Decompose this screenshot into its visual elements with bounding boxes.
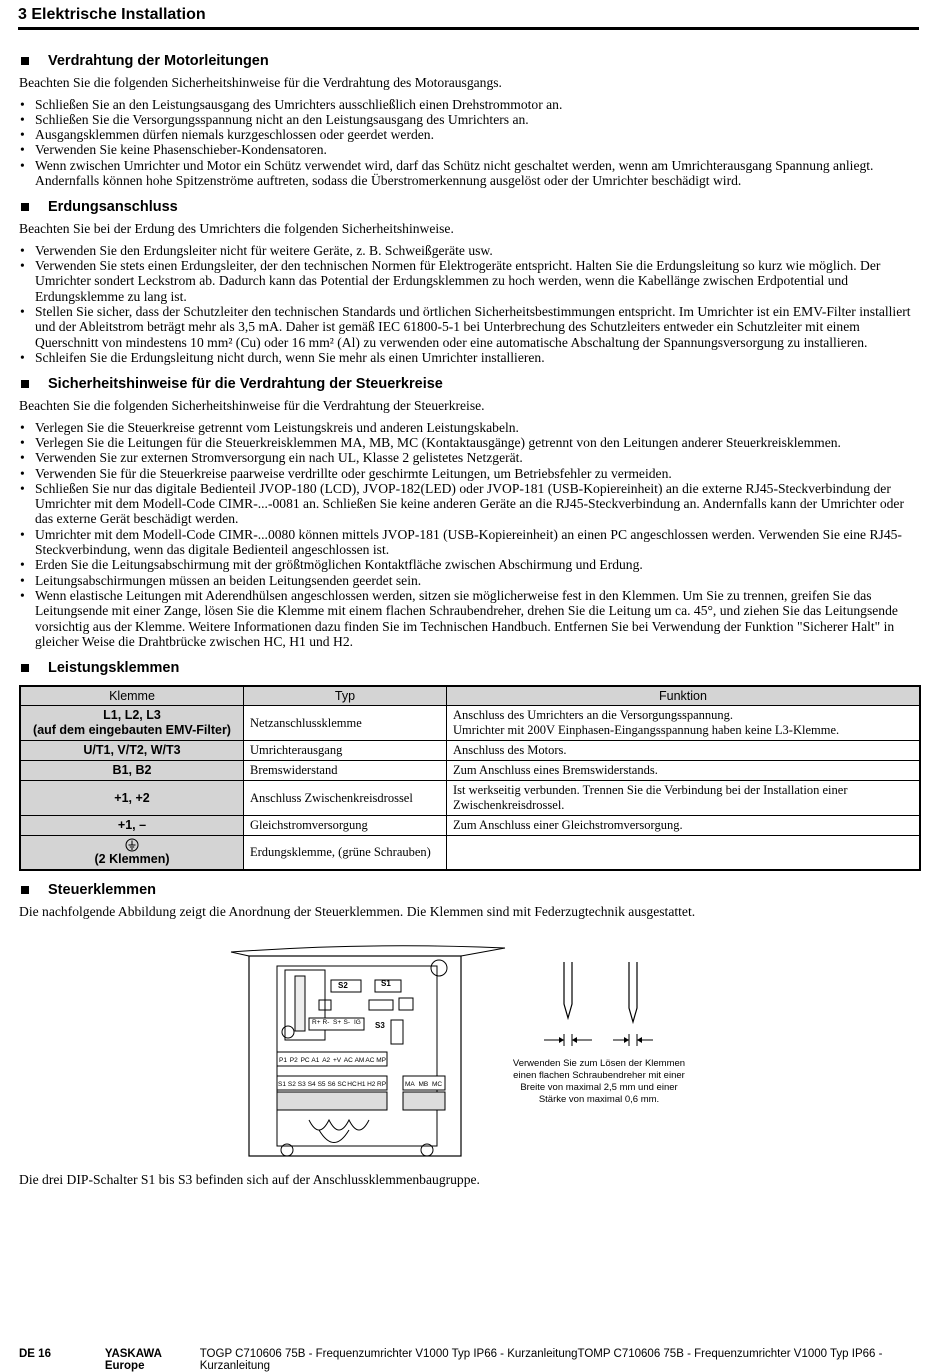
terminal-row-mid <box>279 1057 386 1064</box>
terminal-cell: (2 Klemmen) <box>20 836 244 871</box>
terminal-row-relay <box>405 1081 442 1088</box>
terminal-row-top <box>312 1019 361 1026</box>
function-cell: Anschluss des Umrichters an die Versorgungsspannung. Umrichter mit 200V Einphasen-Eingangsspannung haben keine L3-Klemme. <box>447 706 921 741</box>
dip-switch-note: Die drei DIP-Schalter S1 bis S3 befinden sich auf der Anschlussklemmenbaugruppe. <box>19 1171 480 1187</box>
control-terminal-figure <box>19 940 921 1160</box>
terminal-label: MP <box>376 1056 386 1064</box>
svg-text:einen flachen Schraubendreher: einen flachen Schraubendreher mit einer <box>513 1069 685 1081</box>
terminal-label: R- <box>322 1018 330 1026</box>
terminal-label: AC <box>365 1056 375 1064</box>
function-cell: Zum Anschluss eines Bremswiderstands. <box>447 761 921 781</box>
terminal-cell: +1, +2 <box>20 781 244 816</box>
table-row <box>20 816 920 836</box>
table-row <box>20 836 920 871</box>
terminal-label: S2 <box>287 1080 296 1088</box>
list-item: • Umrichter mit dem Modell-Code CIMR-...0080 können mittels JVOP-181 (USB-Kopiereinheit) an einen PC angeschlossen werden. Verwenden Sie eine RJ45-Steckverbindung, wenn das digitale Bedienteil angeschlossen ist. <box>19 527 921 558</box>
section-control-heading <box>19 375 921 393</box>
list-item: • Verwenden Sie stets einen Erdungsleiter, der den technischen Normen für Elektrogeräte entspricht. Halten Sie die Erdungsleitung so kurz wie möglich. Der Umrichter sondert Leckstrom ab. Dadurch kann das Potential der Erdungsklemmen zu hoch werden, wenn die Kabellänge zwischen Erdpotential und Erdungsklemme zu lang ist. <box>19 258 921 304</box>
terminal-label: AC <box>343 1056 353 1064</box>
page-number: DE 16 <box>19 1348 51 1360</box>
svg-text:Stärke von maximal 0,6 mm.: Stärke von maximal 0,6 mm. <box>538 1093 660 1105</box>
section-power-heading <box>19 659 921 677</box>
ground-symbol-icon <box>125 838 139 852</box>
type-cell: Bremswiderstand <box>244 761 447 781</box>
footer-document-title: TOGP C710606 75B - Frequenzumrichter V1000 Typ IP66 - KurzanleitungTOMP C710606 75B - Frequenzumrichter V1000 Typ IP66 - Kurzanleitung <box>199 1348 883 1372</box>
type-cell: Erdungsklemme, (grüne Schrauben) <box>244 836 447 871</box>
section-power-title: Leistungsklemmen <box>48 660 180 677</box>
svg-text:Verwenden Sie zum Lösen der Kl: Verwenden Sie zum Lösen der Klemmen <box>512 1057 686 1069</box>
svg-text:Breite von maximal 2,5 mm und: Breite von maximal 2,5 mm und einer <box>520 1081 678 1093</box>
section-ground-title: Erdungsanschluss <box>48 199 178 216</box>
square-bullet-icon <box>21 886 29 894</box>
type-cell: Gleichstromversorgung <box>244 816 447 836</box>
terminal-label: A2 <box>322 1056 331 1064</box>
table-row <box>20 741 920 761</box>
function-cell: Anschluss des Motors. <box>447 741 921 761</box>
terminal-label: PC <box>300 1056 310 1064</box>
section-ctrl-terminals-intro: Die nachfolgende Abbildung zeigt die Anordnung der Steuerklemmen. Die Klemmen sind mit Federzugtechnik ausgestattet. <box>19 904 696 920</box>
terminal-cell: L1, L2, L3 (auf dem eingebauten EMV-Filter) <box>20 706 244 741</box>
terminal-label: H2 <box>367 1080 376 1088</box>
section-motor-title: Verdrahtung der Motorleitungen <box>48 53 269 69</box>
terminal-label: S4 <box>307 1080 316 1088</box>
terminal-label: MC <box>432 1080 443 1088</box>
section-ctrl-terminals-heading <box>19 881 921 899</box>
terminal-label: R+ <box>312 1018 321 1026</box>
column-header: Funktion <box>447 686 921 706</box>
terminal-label: SC <box>337 1080 347 1088</box>
terminal-board-diagram <box>19 940 921 1160</box>
terminal-label: P2 <box>289 1056 298 1064</box>
power-terminal-table <box>19 685 921 871</box>
page-content <box>19 52 921 1193</box>
type-cell: Netzanschlussklemme <box>244 706 447 741</box>
list-item: • Verwenden Sie den Erdungsleiter nicht für weitere Geräte, z. B. Schweißgeräte usw. <box>19 243 921 258</box>
list-item: • Stellen Sie sicher, dass der Schutzleiter den technischen Standards und örtlichen Sicherheitsbestimmungen entspricht. Im Umrichter ist ein EMV-Filter installiert und der Ableitstrom beträgt mehr als 3,5 mA. Daher ist gemäß IEC 61800-5-1 bei Unterbrechung des Schutzleiters entweder ein Schutzleiter mit einem Querschnitt von mindestens 10 mm² (Cu) oder 16 mm² (Al) zu verwenden oder eine automatische Abschaltung der Spannungsversorgung zu installieren. <box>19 304 921 350</box>
terminal-cell: +1, – <box>20 816 244 836</box>
dip-switch-label: S3 <box>375 1020 385 1030</box>
table-row <box>20 706 920 741</box>
terminal-label: S+ <box>333 1018 342 1026</box>
function-cell <box>447 836 921 871</box>
list-item: • Verwenden Sie keine Phasenschieber-Kondensatoren. <box>19 142 921 157</box>
section-ground-intro: Beachten Sie bei der Erdung des Umrichters die folgenden Sicherheitshinweise. <box>19 221 454 237</box>
terminal-label: S3 <box>297 1080 306 1088</box>
list-item: • Wenn zwischen Umrichter und Motor ein Schütz verwendet wird, darf das Schütz nicht geschaltet werden, wenn am Umrichterausgang Spannung anliegt. Andernfalls können hohe Spitzenströme auftreten, sodass die Überstromerkennung ausgelöst oder der Umrichter beschädigt wird. <box>19 158 921 189</box>
terminal-label: P1 <box>279 1056 287 1064</box>
list-item: • Verwenden Sie für die Steuerkreise paarweise verdrillte oder geschirmte Leitungen, um Betriebsfehler zu vermeiden. <box>19 466 921 481</box>
list-item: • Schließen Sie die Versorgungsspannung nicht an den Leistungsausgang des Umrichters an. <box>19 112 921 127</box>
terminal-cell: B1, B2 <box>20 761 244 781</box>
list-item: • Schließen Sie an den Leistungsausgang des Umrichters ausschließlich einen Drehstrommotor an. <box>19 97 921 112</box>
terminal-label: S- <box>343 1018 350 1026</box>
terminal-label: S6 <box>327 1080 336 1088</box>
table-row <box>20 761 920 781</box>
terminal-label: S5 <box>317 1080 326 1088</box>
list-item: • Ausgangsklemmen dürfen niemals kurzgeschlossen oder geerdet werden. <box>19 127 921 142</box>
terminal-cell: U/T1, V/T2, W/T3 <box>20 741 244 761</box>
section-ctrl-terminals-title: Steuerklemmen <box>48 882 156 899</box>
ground-list <box>19 243 921 365</box>
function-cell: Ist werkseitig verbunden. Trennen Sie die Verbindung bei der Installation einer Zwischenkreisdrossel. <box>447 781 921 816</box>
terminal-label: H1 <box>357 1080 366 1088</box>
square-bullet-icon <box>21 57 29 65</box>
terminal-label: RP <box>377 1080 387 1088</box>
list-item: • Verwenden Sie zur externen Stromversorgung ein nach UL, Klasse 2 gelistetes Netzgerät. <box>19 450 921 465</box>
table-row <box>20 781 920 816</box>
terminal-label: MB <box>418 1080 429 1088</box>
column-header: Klemme <box>20 686 244 706</box>
list-item: • Erden Sie die Leitungsabschirmung mit der größtmöglichen Kontaktfläche zwischen Abschirmung und Erdung. <box>19 557 921 572</box>
control-list <box>19 420 921 649</box>
square-bullet-icon <box>21 380 29 388</box>
terminal-label: HC <box>347 1080 357 1088</box>
section-motor-intro: Beachten Sie die folgenden Sicherheitshinweise für die Verdrahtung des Motorausgangs. <box>19 75 502 90</box>
terminal-label: A1 <box>311 1056 320 1064</box>
chapter-title: 3 Elektrische Installation <box>18 6 206 23</box>
chapter-header <box>18 5 919 30</box>
section-control-intro: Beachten Sie die folgenden Sicherheitshinweise für die Verdrahtung der Steuerkreise. <box>19 398 485 414</box>
list-item: • Verlegen Sie die Steuerkreise getrennt vom Leistungskreis und anderen Leistungskabeln. <box>19 420 921 435</box>
screwdriver-illustration <box>544 962 653 1046</box>
list-item: • Schließen Sie nur das digitale Bedienteil JVOP-180 (LCD), JVOP-182(LED) oder JVOP-181 (USB-Kopiereinheit) an die externe RJ45-Steckverbindung der Umrichter mit dem Modell-Code CIMR-...-0081 an. Schließen Sie keine anderen Geräte an die RJ45-Steckverbindung an. Andernfalls kann der Umrichter oder das externe Gerät beschädigt werden. <box>19 481 921 527</box>
square-bullet-icon <box>21 664 29 672</box>
terminal-label: +V <box>333 1056 342 1064</box>
square-bullet-icon <box>21 203 29 211</box>
function-cell: Zum Anschluss einer Gleichstromversorgung. <box>447 816 921 836</box>
terminal-row-bottom <box>278 1081 386 1088</box>
column-header: Typ <box>244 686 447 706</box>
terminal-label: AM <box>354 1056 365 1064</box>
page-footer <box>19 1348 921 1372</box>
list-item: • Leitungsabschirmungen müssen an beiden Leitungsenden geerdet sein. <box>19 573 921 588</box>
dip-switch-label: S1 <box>381 978 391 988</box>
dip-switch-label: S2 <box>338 980 348 990</box>
section-control-title: Sicherheitshinweise für die Verdrahtung der Steuerkreise <box>48 376 443 393</box>
type-cell: Anschluss Zwischenkreisdrossel <box>244 781 447 816</box>
terminal-label: IG <box>354 1018 361 1026</box>
terminal-label: MA <box>405 1080 415 1088</box>
type-cell: Umrichterausgang <box>244 741 447 761</box>
table-header-row <box>20 686 920 706</box>
list-item: • Wenn elastische Leitungen mit Aderendhülsen angeschlossen werden, sitzen sie möglicherweise fest in den Klemmen. Um Sie zu trennen, greifen Sie das Leitungsende mit einer Zange, lösen Sie die Klemme mit einem flachen Schraubendreher, drehen Sie die Leitung um ca. 45°, und ziehen Sie das Leitungsende vorsichtig aus der Klemme. Weitere Informationen dazu finden Sie im Technischen Handbuch. Entfernen Sie bei Verwendung der Funktion "Sicherer Halt" in gleicher Weise die Drahtbrücke zwischen HC, H1 und H2. <box>19 588 921 649</box>
section-ground-heading <box>19 198 921 216</box>
motor-list <box>19 97 921 189</box>
terminal-label: S1 <box>278 1080 286 1088</box>
list-item: • Schleifen Sie die Erdungsleitung nicht durch, wenn Sie mehr als einen Umrichter installieren. <box>19 350 921 365</box>
section-motor-heading <box>19 52 921 70</box>
screwdriver-caption <box>513 1058 685 1105</box>
list-item: • Verlegen Sie die Leitungen für die Steuerkreisklemmen MA, MB, MC (Kontaktausgänge) getrennt von den Leitungen anderer Steuerkreisklemmen. <box>19 435 921 450</box>
footer-brand: YASKAWA Europe <box>104 1348 162 1372</box>
